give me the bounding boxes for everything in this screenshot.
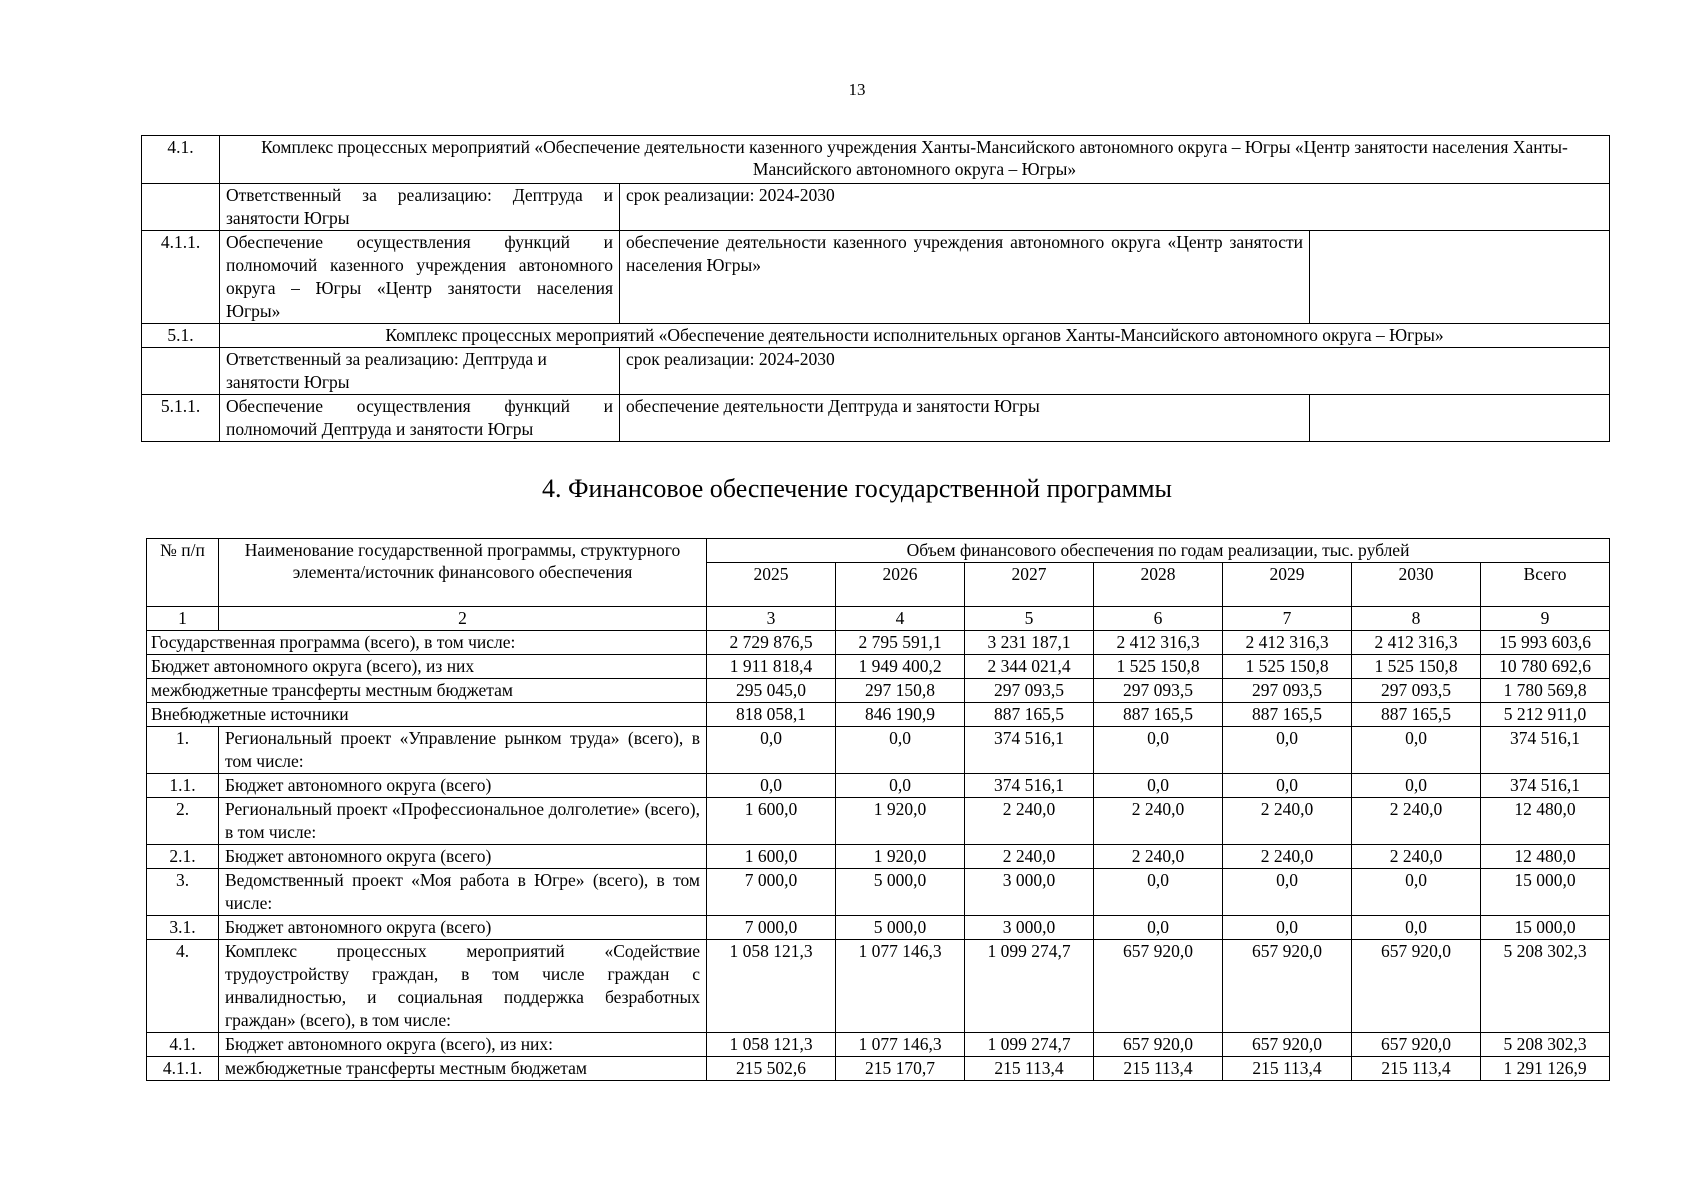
year-value: 297 093,5	[1352, 679, 1481, 703]
year-value: 657 920,0	[1352, 940, 1481, 1033]
year-value: 2 412 316,3	[1223, 631, 1352, 655]
finance-row	[147, 774, 1610, 798]
year-value: 215 113,4	[1352, 1057, 1481, 1081]
year-value: 7 000,0	[707, 916, 836, 940]
header-name: Наименование государственной программы, структурного элемента/источник финансового обеспечения	[219, 539, 707, 607]
total-value: 15 000,0	[1481, 916, 1610, 940]
year-value: 1 077 146,3	[836, 940, 965, 1033]
row-number: 4.1.1.	[147, 1057, 219, 1081]
year-value: 1 525 150,8	[1094, 655, 1223, 679]
year-value: 818 058,1	[707, 703, 836, 727]
column-number: 6	[1094, 607, 1223, 631]
year-value: 0,0	[1223, 869, 1352, 916]
year-value: 1 920,0	[836, 845, 965, 869]
complex-title: Комплекс процессных мероприятий «Обеспечение деятельности исполнительных органов Ханты-Мансийского автономного округа – Югры»	[220, 324, 1610, 348]
year-value: 1 077 146,3	[836, 1033, 965, 1057]
year-value: 2 240,0	[1094, 798, 1223, 845]
year-value: 0,0	[836, 774, 965, 798]
header-year: 2030	[1352, 563, 1481, 607]
year-value: 846 190,9	[836, 703, 965, 727]
row-number: 4.	[147, 940, 219, 1033]
task-name: Обеспечение осуществления функций и полномочий Дептруда и занятости Югры	[220, 395, 620, 442]
finance-table	[146, 538, 1610, 1081]
year-value: 2 240,0	[965, 798, 1094, 845]
year-value: 215 113,4	[965, 1057, 1094, 1081]
task-extra	[1310, 231, 1610, 324]
complex-header-row	[142, 136, 1610, 184]
task-result: обеспечение деятельности Дептруда и занятости Югры	[620, 395, 1310, 442]
year-value: 0,0	[1094, 869, 1223, 916]
year-value: 0,0	[1352, 916, 1481, 940]
year-value: 1 525 150,8	[1352, 655, 1481, 679]
year-value: 297 093,5	[1094, 679, 1223, 703]
header-year: 2026	[836, 563, 965, 607]
total-value: 374 516,1	[1481, 727, 1610, 774]
column-number: 7	[1223, 607, 1352, 631]
row-number: 5.1.	[142, 324, 220, 348]
summary-row	[147, 631, 1610, 655]
row-name: межбюджетные трансферты местным бюджетам	[219, 1057, 707, 1081]
total-value: 1 291 126,9	[1481, 1057, 1610, 1081]
column-number: 1	[147, 607, 219, 631]
header-total: Всего	[1481, 563, 1610, 607]
term-text: срок реализации: 2024-2030	[620, 348, 1610, 395]
year-value: 0,0	[1094, 727, 1223, 774]
structural-elements-table	[141, 135, 1610, 442]
summary-row	[147, 679, 1610, 703]
row-name: Бюджет автономного округа (всего), из них:	[219, 1033, 707, 1057]
task-row	[142, 231, 1610, 324]
page-number: 13	[848, 80, 866, 99]
total-value: 5 208 302,3	[1481, 940, 1610, 1033]
row-name: Региональный проект «Профессиональное долголетие» (всего), в том числе:	[219, 798, 707, 845]
year-value: 1 949 400,2	[836, 655, 965, 679]
summary-name: межбюджетные трансферты местным бюджетам	[147, 679, 707, 703]
year-value: 0,0	[707, 727, 836, 774]
year-value: 657 920,0	[1094, 940, 1223, 1033]
header-num: № п/п	[147, 539, 219, 607]
empty-cell	[142, 184, 220, 231]
year-value: 0,0	[1352, 869, 1481, 916]
year-value: 2 795 591,1	[836, 631, 965, 655]
year-value: 2 412 316,3	[1352, 631, 1481, 655]
year-value: 2 240,0	[965, 845, 1094, 869]
year-value: 2 729 876,5	[707, 631, 836, 655]
row-name: Бюджет автономного округа (всего)	[219, 774, 707, 798]
year-value: 657 920,0	[1223, 1033, 1352, 1057]
year-value: 0,0	[1352, 774, 1481, 798]
complex-header-row	[142, 324, 1610, 348]
year-value: 215 502,6	[707, 1057, 836, 1081]
year-value: 0,0	[1094, 916, 1223, 940]
finance-row	[147, 1033, 1610, 1057]
year-value: 887 165,5	[1352, 703, 1481, 727]
year-value: 3 231 187,1	[965, 631, 1094, 655]
year-value: 2 412 316,3	[1094, 631, 1223, 655]
year-value: 0,0	[1223, 727, 1352, 774]
summary-name: Государственная программа (всего), в том числе:	[147, 631, 707, 655]
year-value: 2 240,0	[1223, 798, 1352, 845]
responsible-row	[142, 184, 1610, 231]
year-value: 887 165,5	[965, 703, 1094, 727]
header-year: 2028	[1094, 563, 1223, 607]
year-value: 0,0	[1352, 727, 1481, 774]
empty-cell	[142, 348, 220, 395]
row-number: 1.1.	[147, 774, 219, 798]
term-text: срок реализации: 2024-2030	[620, 184, 1610, 231]
year-value: 3 000,0	[965, 869, 1094, 916]
row-number: 3.1.	[147, 916, 219, 940]
summary-row	[147, 655, 1610, 679]
column-number: 5	[965, 607, 1094, 631]
total-value: 5 212 911,0	[1481, 703, 1610, 727]
year-value: 2 344 021,4	[965, 655, 1094, 679]
year-value: 2 240,0	[1352, 845, 1481, 869]
year-value: 0,0	[707, 774, 836, 798]
row-name: Ведомственный проект «Моя работа в Югре» (всего), в том числе:	[219, 869, 707, 916]
finance-row	[147, 916, 1610, 940]
year-value: 215 170,7	[836, 1057, 965, 1081]
row-number: 2.	[147, 798, 219, 845]
year-value: 295 045,0	[707, 679, 836, 703]
total-value: 15 000,0	[1481, 869, 1610, 916]
row-number: 3.	[147, 869, 219, 916]
column-number: 4	[836, 607, 965, 631]
finance-row	[147, 869, 1610, 916]
row-name: Комплекс процессных мероприятий «Содействие трудоустройству граждан, в том числе граждан с инвалидностью, и социальная поддержка безработных граждан» (всего), в том числе:	[219, 940, 707, 1033]
column-number: 9	[1481, 607, 1610, 631]
year-value: 297 150,8	[836, 679, 965, 703]
year-value: 2 240,0	[1352, 798, 1481, 845]
summary-name: Внебюджетные источники	[147, 703, 707, 727]
section-title: 4. Финансовое обеспечение государственной программы	[541, 474, 1173, 503]
year-value: 887 165,5	[1223, 703, 1352, 727]
column-number: 3	[707, 607, 836, 631]
year-value: 657 920,0	[1352, 1033, 1481, 1057]
year-value: 374 516,1	[965, 727, 1094, 774]
header-year: 2029	[1223, 563, 1352, 607]
column-number: 8	[1352, 607, 1481, 631]
finance-row	[147, 1057, 1610, 1081]
row-number: 2.1.	[147, 845, 219, 869]
year-value: 374 516,1	[965, 774, 1094, 798]
row-number: 4.1.	[147, 1033, 219, 1057]
task-name: Обеспечение осуществления функций и полномочий казенного учреждения автономного округа – Югры «Центр занятости населения Югры»	[220, 231, 620, 324]
year-value: 215 113,4	[1223, 1057, 1352, 1081]
row-name: Бюджет автономного округа (всего)	[219, 845, 707, 869]
row-number: 4.1.1.	[142, 231, 220, 324]
year-value: 1 911 818,4	[707, 655, 836, 679]
year-value: 2 240,0	[1094, 845, 1223, 869]
year-value: 0,0	[1223, 774, 1352, 798]
summary-name: Бюджет автономного округа (всего), из них	[147, 655, 707, 679]
year-value: 0,0	[836, 727, 965, 774]
year-value: 1 058 121,3	[707, 1033, 836, 1057]
column-numbers-row	[147, 607, 1610, 631]
total-value: 12 480,0	[1481, 845, 1610, 869]
year-value: 657 920,0	[1223, 940, 1352, 1033]
total-value: 5 208 302,3	[1481, 1033, 1610, 1057]
total-value: 10 780 692,6	[1481, 655, 1610, 679]
year-value: 887 165,5	[1094, 703, 1223, 727]
year-value: 1 600,0	[707, 845, 836, 869]
year-value: 1 600,0	[707, 798, 836, 845]
finance-row	[147, 727, 1610, 774]
year-value: 1 099 274,7	[965, 940, 1094, 1033]
year-value: 0,0	[1223, 916, 1352, 940]
total-value: 15 993 603,6	[1481, 631, 1610, 655]
total-value: 1 780 569,8	[1481, 679, 1610, 703]
year-value: 3 000,0	[965, 916, 1094, 940]
task-extra	[1310, 395, 1610, 442]
row-number: 1.	[147, 727, 219, 774]
header-year: 2025	[707, 563, 836, 607]
year-value: 1 058 121,3	[707, 940, 836, 1033]
responsible-text: Ответственный за реализацию: Дептруда и занятости Югры	[220, 348, 620, 395]
header-year: 2027	[965, 563, 1094, 607]
complex-title: Комплекс процессных мероприятий «Обеспечение деятельности казенного учреждения Ханты-Мансийского автономного округа – Югры «Центр занятости населения Ханты-Мансийского автономного округа – Югры»	[220, 136, 1610, 184]
year-value: 297 093,5	[1223, 679, 1352, 703]
task-result: обеспечение деятельности казенного учреждения автономного округа «Центр занятости населения Югры»	[620, 231, 1310, 324]
total-value: 12 480,0	[1481, 798, 1610, 845]
year-value: 215 113,4	[1094, 1057, 1223, 1081]
task-row	[142, 395, 1610, 442]
summary-row	[147, 703, 1610, 727]
total-value: 374 516,1	[1481, 774, 1610, 798]
year-value: 5 000,0	[836, 869, 965, 916]
year-value: 1 920,0	[836, 798, 965, 845]
year-value: 5 000,0	[836, 916, 965, 940]
row-name: Бюджет автономного округа (всего)	[219, 916, 707, 940]
header-row	[147, 539, 1610, 563]
year-value: 1 525 150,8	[1223, 655, 1352, 679]
responsible-text: Ответственный за реализацию: Дептруда и занятости Югры	[220, 184, 620, 231]
year-value: 657 920,0	[1094, 1033, 1223, 1057]
year-value: 2 240,0	[1223, 845, 1352, 869]
year-value: 297 093,5	[965, 679, 1094, 703]
year-value: 0,0	[1094, 774, 1223, 798]
responsible-row	[142, 348, 1610, 395]
finance-row	[147, 845, 1610, 869]
year-value: 7 000,0	[707, 869, 836, 916]
row-number: 4.1.	[142, 136, 220, 184]
finance-row	[147, 940, 1610, 1033]
header-volume: Объем финансового обеспечения по годам реализации, тыс. рублей	[707, 539, 1610, 563]
column-number: 2	[219, 607, 707, 631]
row-name: Региональный проект «Управление рынком труда» (всего), в том числе:	[219, 727, 707, 774]
year-value: 1 099 274,7	[965, 1033, 1094, 1057]
row-number: 5.1.1.	[142, 395, 220, 442]
finance-row	[147, 798, 1610, 845]
